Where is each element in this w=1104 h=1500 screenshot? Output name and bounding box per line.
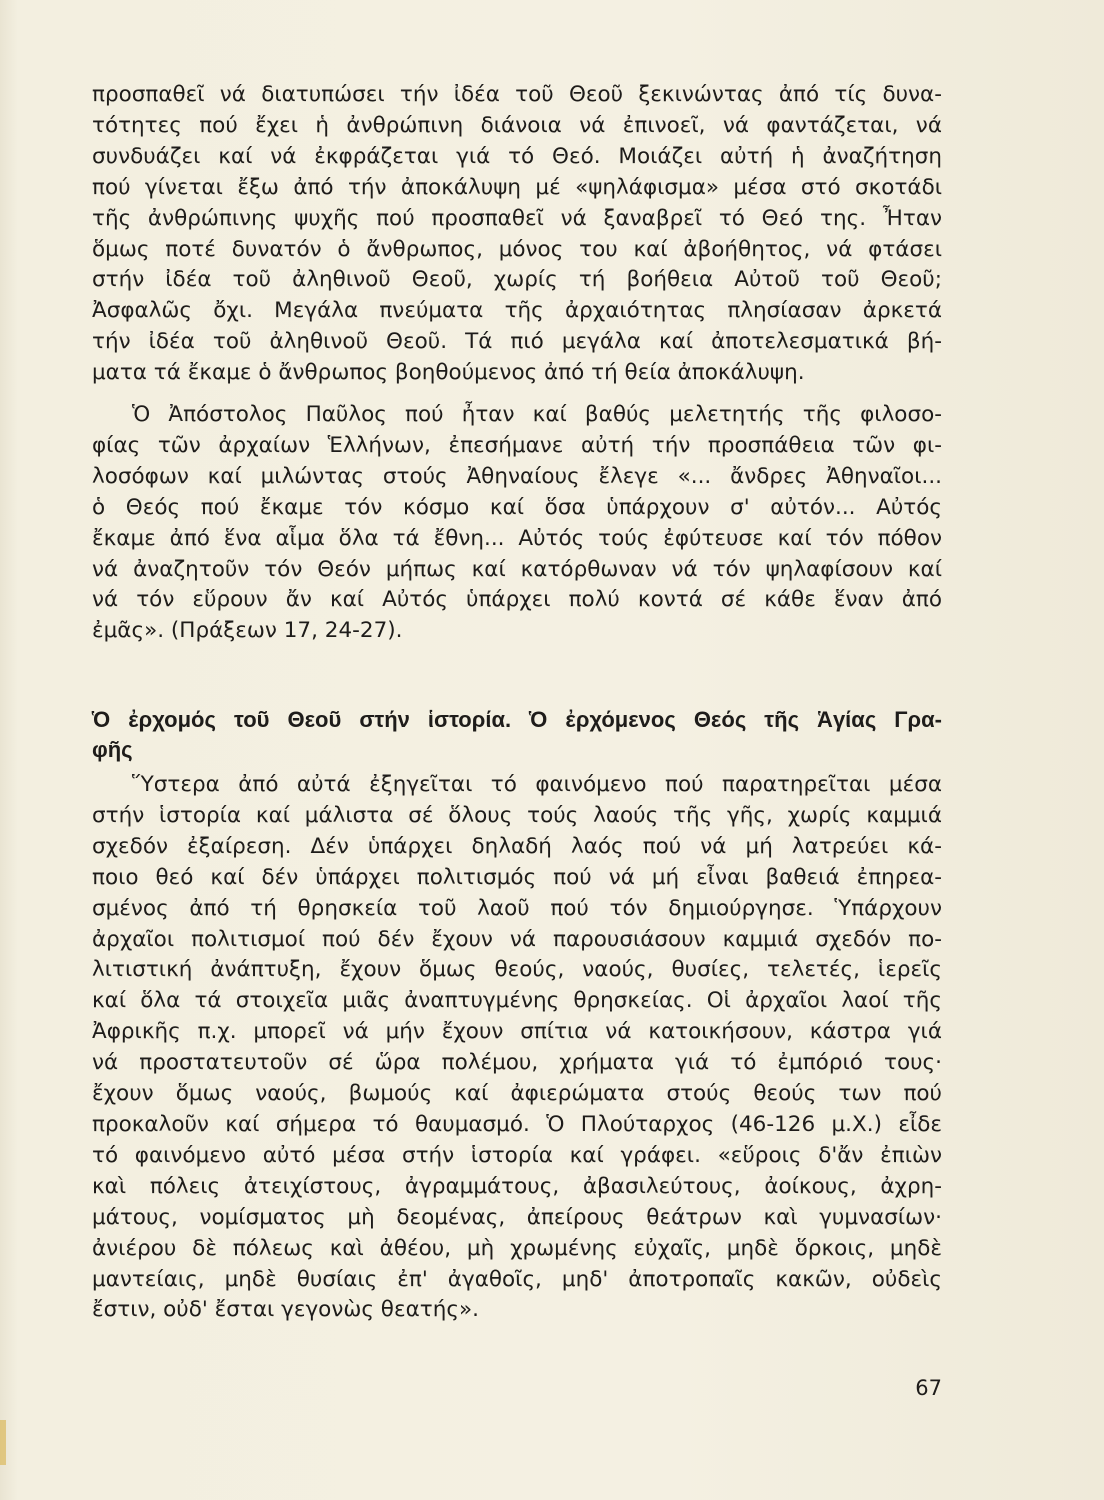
text-line: Ἀφρικῆς π.χ. μπορεῖ νά μήν ἔχουν σπίτια νά κατοικήσουν, κάστρα γιά bbox=[92, 1019, 942, 1045]
page-edge-mark bbox=[0, 1420, 6, 1465]
paragraph-1 bbox=[92, 80, 942, 389]
text-line: νά προστατευτοῦν σέ ὥρα πολέμου, χρήματα γιά τό ἐμπόριό τους· bbox=[92, 1050, 942, 1076]
text-line: πού γίνεται ἔξω ἀπό τήν ἀποκάλυψη μέ «ψηλάφισμα» μέσα στό σκοτάδι bbox=[92, 174, 942, 200]
text-line: συνδυάζει καί νά ἐκφράζεται γιά τό Θεό. Μοιάζει αὐτή ἡ ἀναζήτηση bbox=[92, 143, 942, 169]
text-line: ὅμως ποτέ δυνατόν ὁ ἄνθρωπος, μόνος του καί ἀβοήθητος, νά φτάσει bbox=[92, 236, 942, 262]
text-line: Ἀσφαλῶς ὄχι. Μεγάλα πνεύματα τῆς ἀρχαιότητας πλησίασαν ἀρκετά bbox=[92, 298, 942, 324]
text-line: μάτους, νομίσματος μὴ δεομένας, ἀπείρους θεάτρων καὶ γυμνασίων· bbox=[92, 1204, 942, 1230]
text-line: Ὕστερα ἀπό αὐτά ἐξηγεῖται τό φαινόμενο πού παρατηρεῖται μέσα bbox=[132, 772, 942, 797]
text-line: ὁ Θεός πού ἔκαμε τόν κόσμο καί ὅσα ὑπάρχουν σ' αὐτόν... Αὐτός bbox=[92, 494, 942, 520]
text-line: ἔχουν ὅμως ναούς, βωμούς καί ἀφιερώματα στούς θεούς των πού bbox=[92, 1081, 942, 1107]
text-line: ποιο θεό καί δέν ὑπάρχει πολιτισμός πού νά μή εἶναι βαθειά ἐπηρεα- bbox=[92, 864, 942, 890]
text-line: ἀρχαῖοι πολιτισμοί πού δέν ἔχουν νά παρουσιάσουν καμμιά σχεδόν πο- bbox=[92, 926, 942, 952]
text-line: λοσόφων καί μιλώντας στούς Ἀθηναίους ἔλεγε «... ἄνδρες Ἀθηναῖοι... bbox=[92, 463, 942, 489]
text-line: λιτιστική ἀνάπτυξη, ἔχουν ὅμως θεούς, ναούς, θυσίες, τελετές, ἱερεῖς bbox=[92, 957, 942, 983]
heading-line: φῆς bbox=[92, 737, 133, 762]
text-line: τῆς ἀνθρώπινης ψυχῆς πού προσπαθεῖ νά ξαναβρεῖ τό Θεό της. Ἦταν bbox=[92, 205, 942, 231]
text-line: ἔστιν, οὐδ' ἔσται γεγονὼς θεατής». bbox=[92, 1297, 479, 1323]
page-number: 67 bbox=[915, 1376, 942, 1400]
heading-line: Ὁ ἐρχομός τοῦ Θεοῦ στήν ἱστορία. Ὁ ἐρχόμενος Θεός τῆς Ἁγίας Γρα- bbox=[92, 707, 942, 732]
text-line: στήν ἱστορία καί μάλιστα σέ ὅλους τούς λαούς τῆς γῆς, χωρίς καμμιά bbox=[92, 802, 942, 828]
text-line: ματα τά ἔκαμε ὁ ἄνθρωπος βοηθούμενος ἀπό τή θεία ἀποκάλυψη. bbox=[92, 360, 805, 386]
text-line: νά τόν εὕρουν ἄν καί Αὐτός ὑπάρχει πολύ κοντά σέ κάθε ἕναν ἀπό bbox=[92, 587, 942, 613]
paragraph-3 bbox=[92, 770, 942, 1326]
text-line: ἐμᾶς». (Πράξεων 17, 24-27). bbox=[92, 618, 403, 644]
paragraph-2 bbox=[92, 400, 942, 647]
text-line: σχεδόν ἐξαίρεση. Δέν ὑπάρχει δηλαδή λαός πού νά μή λατρεύει κά- bbox=[92, 833, 942, 859]
text-line: καὶ πόλεις ἀτειχίστους, ἀγραμμάτους, ἀβασιλεύτους, ἀοίκους, ἀχρη- bbox=[92, 1173, 942, 1199]
text-line: σμένος ἀπό τή θρησκεία τοῦ λαοῦ πού τόν δημιούργησε. Ὑπάρχουν bbox=[92, 895, 942, 921]
text-line: καί ὅλα τά στοιχεῖα μιᾶς ἀναπτυγμένης θρησκείας. Οἱ ἀρχαῖοι λαοί τῆς bbox=[92, 988, 942, 1014]
text-line: Ὁ Ἀπόστολος Παῦλος πού ἦταν καί βαθύς μελετητής τῆς φιλοσο- bbox=[132, 402, 942, 427]
section-heading bbox=[92, 705, 942, 765]
text-line: τό φαινόμενο αὐτό μέσα στήν ἱστορία καί γράφει. «εὕροις δ'ἄν ἐπιὼν bbox=[92, 1142, 942, 1168]
text-line: μαντείαις, μηδὲ θυσίαις ἐπ' ἀγαθοῖς, μηδ' ἀποτροπαῖς κακῶν, οὐδεὶς bbox=[92, 1266, 942, 1292]
text-line: προκαλοῦν καί σήμερα τό θαυμασμό. Ὁ Πλούταρχος (46-126 μ.Χ.) εἶδε bbox=[92, 1111, 942, 1137]
text-line: ἔκαμε ἀπό ἕνα αἷμα ὅλα τά ἔθνη... Αὐτός τούς ἐφύτευσε καί τόν πόθον bbox=[92, 525, 942, 551]
text-line: ἀνιέρου δὲ πόλεως καὶ ἀθέου, μὴ χρωμένης εὐχαῖς, μηδὲ ὅρκοις, μηδὲ bbox=[92, 1235, 942, 1261]
text-line: φίας τῶν ἀρχαίων Ἑλλήνων, ἐπεσήμανε αὐτή τήν προσπάθεια τῶν φι- bbox=[92, 432, 942, 458]
text-line: στήν ἰδέα τοῦ ἀληθινοῦ Θεοῦ, χωρίς τή βοήθεια Αὐτοῦ τοῦ Θεοῦ; bbox=[92, 267, 942, 293]
text-line: προσπαθεῖ νά διατυπώσει τήν ἰδέα τοῦ Θεοῦ ξεκινώντας ἀπό τίς δυνα- bbox=[92, 82, 942, 107]
text-line: τότητες πού ἔχει ἡ ἀνθρώπινη διάνοια νά ἐπινοεῖ, νά φαντάζεται, νά bbox=[92, 112, 942, 138]
text-line: τήν ἰδέα τοῦ ἀληθινοῦ Θεοῦ. Τά πιό μεγάλα καί ἀποτελεσματικά βή- bbox=[92, 329, 942, 355]
text-line: νά ἀναζητοῦν τόν Θεόν μήπως καί κατόρθωναν νά τόν ψηλαφίσουν καί bbox=[92, 556, 942, 582]
